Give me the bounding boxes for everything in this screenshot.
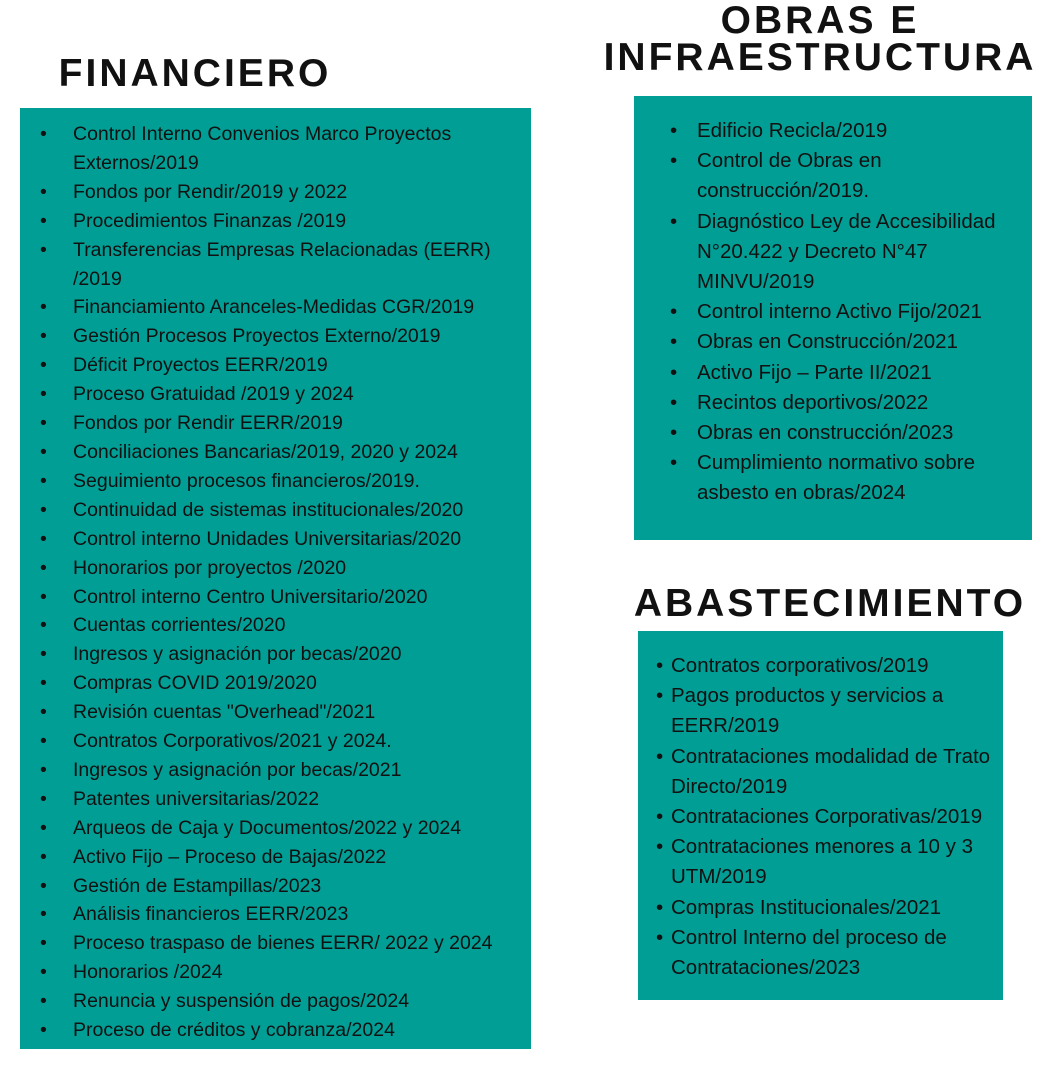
bullet-icon: • (40, 354, 47, 377)
bullet-icon: • (40, 556, 47, 579)
bullet-icon: • (670, 421, 678, 445)
list-item (20, 756, 531, 785)
bullet-icon: • (670, 330, 678, 354)
list-item-text: Activo Fijo – Parte II/2021 (697, 360, 932, 384)
obras-heading (580, 0, 1048, 79)
bullet-icon: • (40, 123, 47, 145)
bullet-icon: • (40, 758, 47, 781)
obras-heading-line2: INFRAESTRUCTURA (603, 36, 1037, 79)
list-item-text: Cuentas corrientes/2020 (73, 614, 286, 637)
bullet-icon: • (40, 180, 47, 203)
list-item-text: Diagnóstico Ley de Accesibilidad N°20.422 y Decreto N°47 MINVU/2019 (697, 209, 996, 294)
bullet-icon: • (40, 787, 47, 810)
list-item (20, 698, 531, 727)
abastecimiento-list (638, 651, 1003, 983)
bullet-icon: • (656, 925, 664, 949)
bullet-icon: • (40, 903, 47, 926)
list-item (20, 843, 531, 872)
list-item (638, 893, 1003, 923)
list-item (20, 900, 531, 929)
bullet-icon: • (40, 614, 47, 637)
list-item (20, 785, 531, 814)
list-item (20, 640, 531, 669)
list-item (20, 987, 531, 1016)
list-item-text: Obras en Construcción/2021 (697, 330, 958, 354)
list-item-text: Control Interno del proceso de Contrataciones/2023 (671, 925, 947, 980)
list-item (638, 923, 1003, 983)
list-item (20, 236, 531, 294)
list-item (634, 388, 1032, 418)
list-item-text: Cumplimiento normativo sobre asbesto en obras/2024 (697, 451, 976, 505)
bullet-icon: • (670, 390, 678, 414)
bullet-icon: • (40, 672, 47, 695)
bullet-icon: • (40, 412, 47, 435)
list-item (634, 297, 1032, 327)
bullet-icon: • (40, 296, 47, 319)
list-item (20, 958, 531, 987)
obras-panel (634, 96, 1032, 540)
list-item-text: Proceso traspaso de bienes EERR/ 2022 y 2024 (73, 932, 493, 955)
bullet-icon: • (40, 932, 47, 955)
list-item (638, 802, 1003, 832)
list-item-text: Control Interno Convenios Marco Proyectos Externos/2019 (73, 123, 452, 174)
list-item (20, 178, 531, 207)
bullet-icon: • (656, 895, 664, 919)
bullet-icon: • (40, 383, 47, 406)
list-item-text: Arqueos de Caja y Documentos/2022 y 2024 (73, 816, 462, 839)
list-item-text: Honorarios por proyectos /2020 (73, 556, 347, 579)
list-item-text: Proceso Gratuidad /2019 y 2024 (73, 383, 354, 406)
bullet-icon: • (40, 845, 47, 868)
bullet-icon: • (40, 469, 47, 492)
list-item (20, 207, 531, 236)
list-item-text: Transferencias Empresas Relacionadas (EERR) /2019 (73, 238, 491, 290)
list-item-text: Análisis financieros EERR/2023 (73, 903, 349, 926)
list-item-text: Procedimientos Finanzas /2019 (73, 209, 347, 232)
list-item-text: Contrataciones Corporativas/2019 (671, 805, 983, 829)
bullet-icon: • (40, 527, 47, 550)
financiero-heading: FINANCIERO (58, 52, 332, 95)
list-item (634, 207, 1032, 298)
list-item-text: Fondos por Rendir/2019 y 2022 (73, 180, 348, 203)
list-item (638, 832, 1003, 892)
list-item-text: Contrataciones modalidad de Trato Directo/2019 (671, 744, 991, 798)
list-item-text: Gestión de Estampillas/2023 (73, 874, 322, 897)
list-item (20, 554, 531, 583)
list-item-text: Pagos productos y servicios a EERR/2019 (671, 684, 944, 738)
financiero-panel (20, 108, 531, 1049)
list-item-text: Control de Obras en construcción/2019. (697, 149, 882, 203)
list-item-text: Patentes universitarias/2022 (73, 787, 320, 810)
list-item (20, 120, 531, 178)
list-item-text: Compras COVID 2019/2020 (73, 672, 317, 695)
list-item-text: Contrataciones menores a 10 y 3 UTM/2019 (671, 835, 973, 889)
bullet-icon: • (40, 1019, 47, 1042)
list-item (634, 418, 1032, 448)
list-item-text: Fondos por Rendir EERR/2019 (73, 412, 343, 435)
list-item (634, 116, 1032, 146)
bullet-icon: • (670, 209, 678, 233)
bullet-icon: • (40, 643, 47, 666)
financiero-list (20, 120, 531, 1045)
list-item-text: Control interno Centro Universitario/2020 (73, 585, 428, 608)
bullet-icon: • (670, 360, 678, 384)
bullet-icon: • (40, 498, 47, 521)
bullet-icon: • (656, 835, 664, 859)
list-item (20, 611, 531, 640)
bullet-icon: • (656, 684, 664, 708)
list-item-text: Control interno Activo Fijo/2021 (697, 300, 982, 324)
bullet-icon: • (40, 209, 47, 232)
list-item (634, 358, 1032, 388)
list-item-text: Recintos deportivos/2022 (697, 390, 929, 414)
list-item (20, 438, 531, 467)
list-item (634, 146, 1032, 206)
obras-heading-line1: OBRAS E (720, 0, 920, 42)
bullet-icon: • (40, 238, 47, 261)
abastecimiento-heading: ABASTECIMIENTO (633, 582, 1027, 625)
list-item-text: Contratos corporativos/2019 (671, 654, 929, 677)
list-item (20, 409, 531, 438)
list-item-text: Proceso de créditos y cobranza/2024 (73, 1019, 395, 1042)
obras-list (634, 116, 1032, 509)
bullet-icon: • (40, 440, 47, 463)
list-item (20, 525, 531, 554)
list-item (20, 872, 531, 901)
bullet-icon: • (670, 119, 678, 142)
list-item (20, 583, 531, 612)
list-item (20, 669, 531, 698)
list-item (638, 742, 1003, 802)
list-item-text: Seguimiento procesos financieros/2019. (73, 469, 420, 492)
bullet-icon: • (670, 149, 678, 173)
list-item (634, 448, 1032, 508)
list-item (20, 293, 531, 322)
bullet-icon: • (656, 744, 664, 768)
list-item (20, 351, 531, 380)
bullet-icon: • (40, 585, 47, 608)
list-item-text: Conciliaciones Bancarias/2019, 2020 y 2024 (73, 440, 458, 463)
abastecimiento-panel (638, 631, 1003, 1000)
list-item (634, 327, 1032, 357)
list-item-text: Obras en construcción/2023 (697, 421, 954, 445)
list-item (638, 651, 1003, 681)
list-item-text: Ingresos y asignación por becas/2020 (73, 643, 402, 666)
bullet-icon: • (40, 874, 47, 897)
list-item (20, 814, 531, 843)
list-item (20, 467, 531, 496)
bullet-icon: • (40, 325, 47, 348)
list-item-text: Continuidad de sistemas institucionales/2020 (73, 498, 464, 521)
list-item (20, 727, 531, 756)
list-item (20, 1016, 531, 1045)
bullet-icon: • (670, 300, 678, 324)
bullet-icon: • (670, 451, 678, 475)
list-item-text: Revisión cuentas "Overhead"/2021 (73, 701, 376, 724)
list-item-text: Control interno Unidades Universitarias/2020 (73, 527, 462, 550)
bullet-icon: • (656, 805, 664, 829)
list-item (638, 681, 1003, 741)
bullet-icon: • (656, 654, 664, 677)
list-item-text: Activo Fijo – Proceso de Bajas/2022 (73, 845, 387, 868)
bullet-icon: • (40, 730, 47, 753)
bullet-icon: • (40, 990, 47, 1013)
list-item-text: Ingresos y asignación por becas/2021 (73, 758, 402, 781)
bullet-icon: • (40, 961, 47, 984)
list-item (20, 322, 531, 351)
list-item-text: Compras Institucionales/2021 (671, 895, 942, 919)
list-item-text: Déficit Proyectos EERR/2019 (73, 354, 328, 377)
bullet-icon: • (40, 701, 47, 724)
list-item-text: Contratos Corporativos/2021 y 2024. (73, 730, 392, 753)
list-item-text: Edificio Recicla/2019 (697, 119, 888, 142)
list-item (20, 380, 531, 409)
list-item (20, 496, 531, 525)
list-item-text: Financiamiento Aranceles-Medidas CGR/2019 (73, 296, 475, 319)
list-item-text: Honorarios /2024 (73, 961, 223, 984)
list-item-text: Renuncia y suspensión de pagos/2024 (73, 990, 410, 1013)
bullet-icon: • (40, 816, 47, 839)
list-item-text: Gestión Procesos Proyectos Externo/2019 (73, 325, 441, 348)
list-item (20, 929, 531, 958)
